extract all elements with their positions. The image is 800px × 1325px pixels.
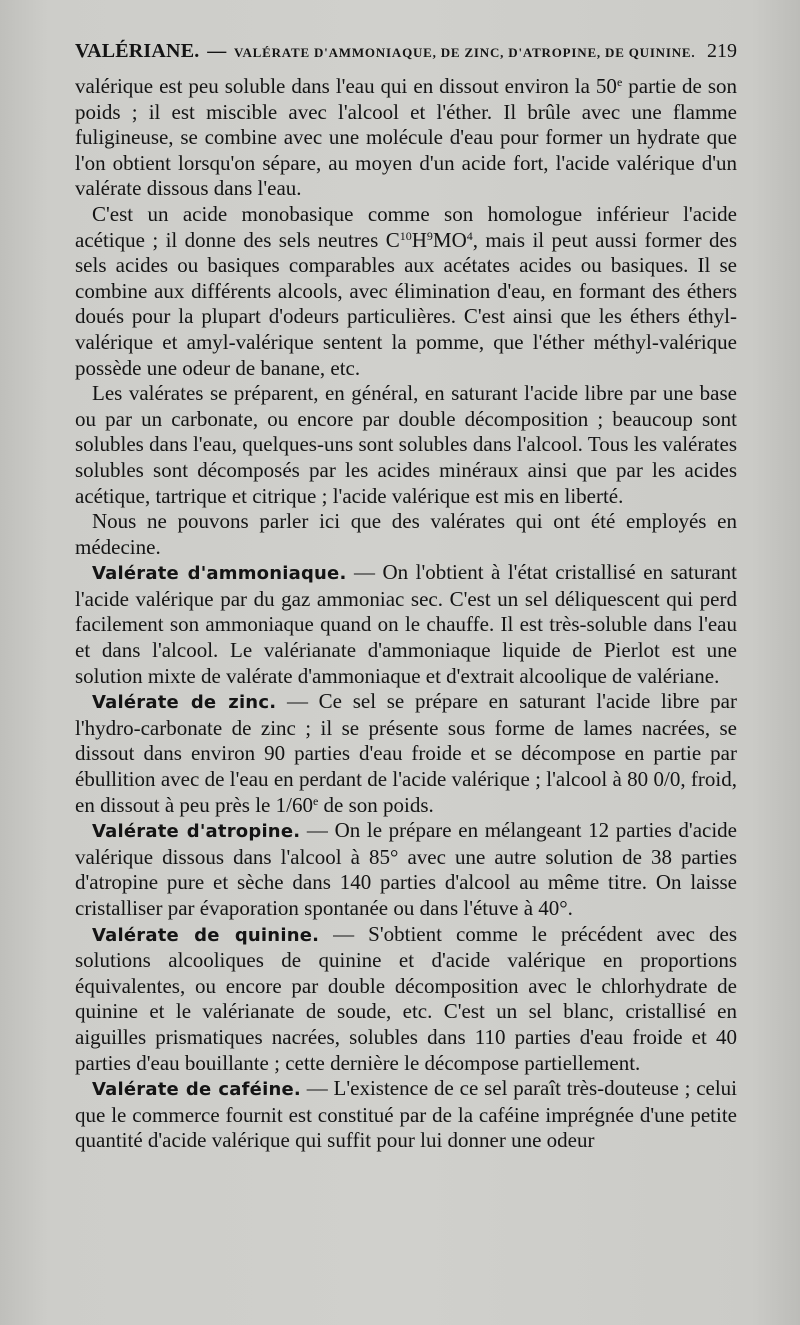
superscript: e bbox=[312, 793, 319, 808]
section-ammonium-valerate: Valérate d'ammoniaque. — On l'obtient à l'état cristallisé en saturant l'acide valérique par du gaz ammoniac sec. C'est un sel déliquescent qui perd facilement son ammoniaque quand on le chauffe. Il est très-soluble dans l'eau et dans l'alcool. Le valérianate d'ammoniaque liquide de Pierlot est une solution mixte de valérate d'ammoniaque et d'extrait alcoolique de valériane. bbox=[75, 560, 737, 688]
section-term: Valérate d'ammoniaque. bbox=[92, 563, 347, 585]
header-dash: — bbox=[207, 41, 227, 62]
section-term: Valérate de caféine. bbox=[92, 1079, 301, 1101]
running-header bbox=[75, 40, 737, 72]
section-atropine-valerate: Valérate d'atropine. — On le prépare en mélangeant 12 parties d'acide valérique dissous dans l'alcool à 85° avec une autre solution de 38 parties d'atropine pure et sèche dans 140 parties d'alcool au même titre. On laisse cristalliser par évaporation spontanée ou dans l'étuve à 40°. bbox=[75, 818, 737, 920]
formula-superscript: 4 bbox=[466, 228, 473, 243]
body-text bbox=[75, 74, 737, 1154]
section-quinine-valerate: Valérate de quinine. — S'obtient comme le précédent avec des solutions alcooliques de quinine et d'acide valérique en proportions équivalentes, ou encore par double décomposition avec le chlorhydrate de quinine et le valérianate de soude, etc. C'est un sel blanc, cristallisé en aiguilles prismatiques nacrées, solubles dans 110 parties d'eau froide et 40 parties d'eau bouillante ; cette dernière le décompose partiellement. bbox=[75, 921, 737, 1075]
formula-superscript: 9 bbox=[426, 228, 433, 243]
superscript: e bbox=[616, 75, 623, 89]
formula-superscript: 10 bbox=[399, 228, 412, 243]
paragraph-3: Les valérates se préparent, en général, en saturant l'acide libre par une base ou par un carbonate, ou encore par double décomposition ; beaucoup sont solubles dans l'eau, quelques-uns sont solubles dans l'alcool. Tous les valérates solubles sont décomposés par les acides minéraux ainsi que par les acides acétique, tartrique et citrique ; l'acide valérique est mis en liberté. bbox=[75, 381, 737, 508]
paragraph-4: Nous ne pouvons parler ici que des valérates qui ont été employés en médecine. bbox=[75, 509, 737, 559]
paragraph-1: valérique est peu soluble dans l'eau qui en dissout environ la 50e partie de son poids ; il est miscible avec l'alcool et l'éther. Il brûle avec une flamme fuligineuse, se combine avec une molécule d'eau pour former un hydrate que l'on obtient lorsqu'on sépare, au moyen d'un acide fort, l'acide valérique d'un valérate dissous dans l'eau. bbox=[75, 74, 737, 201]
section-term: Valérate de quinine. bbox=[92, 924, 320, 946]
header-subtitle: VALÉRATE D'AMMONIAQUE, DE ZINC, D'ATROPINE, DE QUININE. bbox=[233, 45, 696, 60]
running-title: VALÉRIANE. bbox=[75, 40, 200, 62]
section-term: Valérate d'atropine. bbox=[92, 821, 301, 843]
header-left bbox=[75, 40, 695, 63]
section-caffeine-valerate: Valérate de caféine. — L'existence de ce sel paraît très-douteuse ; celui que le commerce fournit est constitué par de la caféine imprégnée d'une petite quantité d'acide valérique qui suffit pour lui donner une odeur bbox=[75, 1076, 738, 1153]
page-number: 219 bbox=[707, 40, 737, 62]
paragraph-2: C'est un acide monobasique comme son homologue inférieur l'acide acétique ; il donne des sels neutres $C^{10}H^9MO^4$, mais il peut aussi former des sels acides ou basiques comparables aux acétates acides ou basiques. Il se combine aux différents alcools, avec élimination d'eau, en formant des éthers doués pour la plupart d'odeurs particulières. C'est ainsi que les éthers éthyl-valérique et amyl-valérique sentent la pomme, que l'éther méthyl-valérique possède une odeur de banane, etc. bbox=[75, 201, 737, 380]
section-zinc-valerate: Valérate de zinc. — Ce sel se prépare en saturant l'acide libre par l'hydro-carbonate de zinc ; il se présente sous forme de lames nacrées, se dissout dans environ 90 parties d'eau froide et se décompose en partie par ébullition avec de l'eau en perdant de l'acide valérique ; l'alcool à 80 0/0, froid, en dissout à peu près le 1/60e de son poids. bbox=[75, 689, 737, 817]
section-term: Valérate de zinc. bbox=[92, 692, 277, 714]
